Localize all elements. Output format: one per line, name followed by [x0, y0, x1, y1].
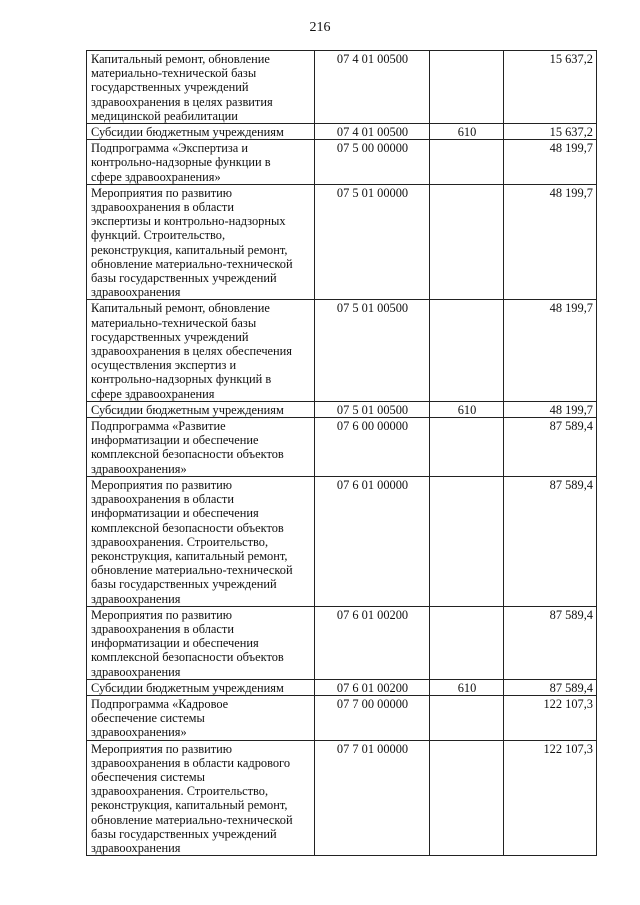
row-name-cell	[87, 740, 315, 856]
row-sum-cell	[504, 695, 597, 740]
cell-text: 07 6 00 00000	[336, 419, 409, 434]
row-code-cell	[315, 740, 430, 856]
row-sum-cell	[504, 606, 597, 679]
row-type-cell	[430, 740, 504, 856]
cell-text: 07 5 00 00000	[336, 141, 409, 156]
budget-table-body	[87, 51, 597, 856]
cell-text: 07 5 01 00000	[336, 185, 409, 200]
cell-text: 122 107,3	[543, 696, 593, 711]
row-code-cell	[315, 300, 430, 401]
table-row	[87, 124, 597, 140]
row-code-cell	[315, 184, 430, 300]
row-sum-cell	[504, 300, 597, 401]
cell-text: Субсидии бюджетным учреждениям	[91, 125, 284, 140]
row-sum-cell	[504, 679, 597, 695]
row-sum-cell	[504, 418, 597, 477]
cell-text: Субсидии бюджетным учреждениям	[91, 680, 284, 695]
row-type-cell	[430, 401, 504, 417]
cell-text: 87 589,4	[549, 680, 593, 695]
cell-text: 87 589,4	[549, 607, 593, 622]
row-name-cell	[87, 695, 315, 740]
row-sum-cell	[504, 401, 597, 417]
cell-text: 07 6 01 00200	[336, 680, 409, 695]
cell-text: Подпрограмма «Экспертиза и контрольно-надзорные функции в сфере здравоохранения»	[91, 141, 271, 184]
cell-text: 122 107,3	[543, 741, 593, 756]
row-sum-cell	[504, 740, 597, 856]
table-row	[87, 606, 597, 679]
row-type-cell	[430, 418, 504, 477]
cell-text: Капитальный ремонт, обновление материально-технической базы государственных учреждений здравоохранения в целях обеспечения осуществления экспертиз и контрольно-надзорных функций в сфере здравоохранения	[91, 301, 293, 401]
row-type-cell	[430, 140, 504, 185]
row-sum-cell	[504, 184, 597, 300]
row-code-cell	[315, 695, 430, 740]
row-name-cell	[87, 476, 315, 606]
cell-text: Субсидии бюджетным учреждениям	[91, 402, 284, 417]
budget-table	[86, 50, 597, 856]
cell-text: Капитальный ремонт, обновление материально-технической базы государственных учреждений здравоохранения в целях развития медицинской реабилитации	[91, 52, 273, 123]
cell-text: 48 199,7	[549, 141, 593, 156]
row-sum-cell	[504, 124, 597, 140]
cell-text: Подпрограмма «Развитие информатизации и обеспечение комплексной безопасности объектов здравоохранения»	[91, 419, 284, 476]
row-name-cell	[87, 51, 315, 124]
cell-text: 07 4 01 00500	[336, 125, 409, 140]
cell-text: 610	[457, 125, 477, 140]
table-row	[87, 300, 597, 401]
row-name-cell	[87, 679, 315, 695]
cell-text: Мероприятия по развитию здравоохранения в области информатизации и обеспечения комплексной безопасности объектов здравоохранения. Строительство, реконструкция, капитальный ремонт, обновление материально-технической базы государственных учреждений здравоохранения	[91, 477, 293, 606]
row-sum-cell	[504, 51, 597, 124]
row-name-cell	[87, 184, 315, 300]
cell-text: 07 6 01 00200	[336, 607, 409, 622]
row-type-cell	[430, 606, 504, 679]
row-type-cell	[430, 679, 504, 695]
row-name-cell	[87, 124, 315, 140]
row-type-cell	[430, 300, 504, 401]
row-name-cell	[87, 401, 315, 417]
table-row	[87, 184, 597, 300]
row-code-cell	[315, 418, 430, 477]
cell-text: Мероприятия по развитию здравоохранения в области кадрового обеспечения системы здравоохранения. Строительство, реконструкция, капитальный ремонт, обновление материально-технической базы государственных учреждений здравоохранения	[91, 741, 293, 855]
row-code-cell	[315, 124, 430, 140]
row-name-cell	[87, 418, 315, 477]
row-code-cell	[315, 476, 430, 606]
row-type-cell	[430, 184, 504, 300]
cell-text: 07 5 01 00500	[336, 301, 409, 316]
cell-text: 15 637,2	[549, 125, 593, 140]
cell-text: 610	[457, 680, 477, 695]
row-sum-cell	[504, 140, 597, 185]
row-name-cell	[87, 300, 315, 401]
cell-text: Подпрограмма «Кадровое обеспечение системы здравоохранения»	[91, 696, 229, 740]
cell-text: 07 4 01 00500	[336, 52, 409, 66]
row-type-cell	[430, 476, 504, 606]
page-number: 216	[309, 20, 331, 35]
row-type-cell	[430, 124, 504, 140]
cell-text: Мероприятия по развитию здравоохранения в области экспертизы и контрольно-надзорных функций. Строительство, реконструкция, капитальный ремонт, обновление материально-технической базы государственных учреждений здравоохранения	[91, 185, 293, 300]
row-type-cell	[430, 695, 504, 740]
row-name-cell	[87, 606, 315, 679]
cell-text: 15 637,2	[549, 52, 593, 66]
row-type-cell	[430, 51, 504, 124]
table-row	[87, 418, 597, 477]
row-code-cell	[315, 401, 430, 417]
cell-text: 87 589,4	[549, 477, 593, 492]
table-row	[87, 740, 597, 856]
table-row	[87, 401, 597, 417]
cell-text: 48 199,7	[549, 402, 593, 417]
table-row	[87, 695, 597, 740]
row-name-cell	[87, 140, 315, 185]
table-row	[87, 140, 597, 185]
row-code-cell	[315, 679, 430, 695]
cell-text: 48 199,7	[549, 185, 593, 200]
row-sum-cell	[504, 476, 597, 606]
table-row	[87, 679, 597, 695]
cell-text: 48 199,7	[549, 301, 593, 316]
cell-text: Мероприятия по развитию здравоохранения в области информатизации и обеспечения комплексной безопасности объектов здравоохранения	[91, 607, 284, 679]
cell-text: 07 6 01 00000	[336, 477, 409, 492]
row-code-cell	[315, 51, 430, 124]
cell-text: 07 7 00 00000	[336, 696, 409, 711]
cell-text: 07 5 01 00500	[336, 402, 409, 417]
row-code-cell	[315, 140, 430, 185]
cell-text: 87 589,4	[549, 419, 593, 434]
cell-text: 610	[457, 402, 477, 417]
table-row	[87, 51, 597, 124]
table-row	[87, 476, 597, 606]
row-code-cell	[315, 606, 430, 679]
cell-text: 07 7 01 00000	[336, 741, 409, 756]
